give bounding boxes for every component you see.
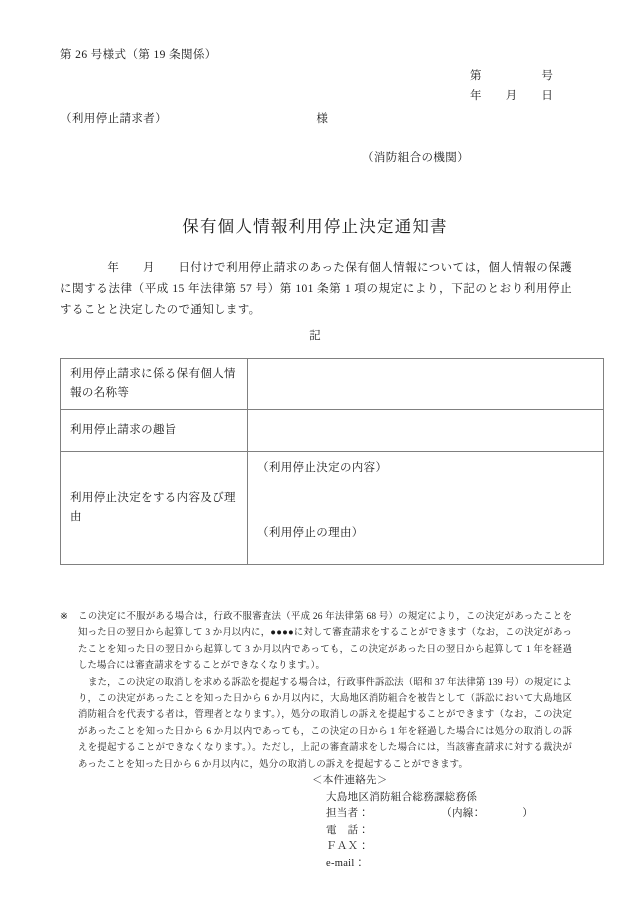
row-value-information-name[interactable] (248, 359, 604, 410)
decision-content-placeholder: （利用停止決定の内容） (257, 462, 388, 474)
document-number-line: 第 号 (470, 70, 554, 82)
recipient-label: （利用停止請求者） (60, 113, 168, 125)
row-label-information-name: 利用停止請求に係る保有個人情報の名称等 (61, 359, 248, 410)
page-title: 保有個人情報利用停止決定通知書 (182, 217, 448, 236)
footnote-paragraph-2: また，この決定の取消しを求める訴訟を提起する場合は，行政事件訴訟法（昭和 37 年法律第 139 号）の規定により，この決定があったことを知った日から 6 か月以内に，大島地区消防組合を被告として（訴訟において大島地区消防組合を代表する者は，管理者となります。），処分の取消しの訴えを提起することができます（なお，この決定があったことを知った日から 6 か月以内であっても，この決定の日から 1 年を経過した場合には処分の取消しの訴えを提起することができなくなります。）。ただし，上記の審査請求をした場合には，当該審査請求に対する裁決があったことを知った日から 6 か月以内に，処分の取消しの訴えを提起することができます。 (78, 677, 572, 770)
footnote-section (60, 609, 572, 773)
table-row (61, 452, 604, 565)
contact-block (312, 773, 533, 872)
form-number: 第 26 号様式（第 19 条関係） (60, 49, 217, 61)
ki-marker: 記 (309, 330, 321, 342)
issuing-authority: （消防組合の機関） (362, 152, 470, 164)
row-value-decision-content-and-reason[interactable] (248, 452, 604, 565)
row-value-request-purpose[interactable] (248, 410, 604, 452)
contact-heading: ＜本件連絡先＞ (312, 775, 388, 786)
footnote-paragraph-1-text: この決定に不服がある場合は，行政不服審査法（平成 26 年法律第 68 号）の規定により，この決定があったことを知った日の翌日から起算して 3 か月以内に，●●●●に対して審査請求をすることができます（なお，この決定があったことを知った日の翌日から起算して 3 か月以内であっても，この決定があった日の翌日から起算して 1 年を経過した場合には審査請求をすることができなくなります。）。 (78, 612, 572, 672)
contact-extension-label: （内線： ） (441, 808, 534, 819)
contact-phone-label: 電 話： (326, 824, 370, 836)
contact-person-label: 担当者： (326, 808, 370, 819)
contact-email-label: e-mail： (326, 857, 366, 869)
decision-details-table (60, 358, 604, 565)
contact-fax-label: ＦＡＸ： (326, 841, 370, 852)
footnote-paragraph-1 (60, 609, 572, 675)
table-row (61, 410, 604, 452)
table-row (61, 359, 604, 410)
addressee-row (60, 110, 570, 126)
row-label-decision-content-and-reason: 利用停止決定をする内容及び理由 (61, 452, 248, 565)
decision-reason-placeholder: （利用停止の理由） (257, 527, 364, 539)
document-date-line: 年 月 日 (470, 90, 554, 102)
document-number-block (470, 66, 553, 106)
intro-body-text: 利用停止請求のあった保有個人情報については，個人情報の保護に関する法律（平成 15 年法律第 57 号）第 101 条第 1 項の規定により，下記のとおり利用停止することと決定したので通知します。 (60, 262, 572, 316)
intro-date-lead: 年 月 日付けで (60, 262, 226, 274)
contact-organization: 大島地区消防組合総務課総務係 (326, 791, 478, 803)
intro-paragraph (60, 258, 572, 321)
footnote-marker-icon: ※ (60, 612, 69, 622)
row-label-request-purpose: 利用停止請求の趣旨 (61, 410, 248, 452)
honorific-sama: 様 (316, 113, 329, 125)
contact-person-row (326, 806, 533, 823)
